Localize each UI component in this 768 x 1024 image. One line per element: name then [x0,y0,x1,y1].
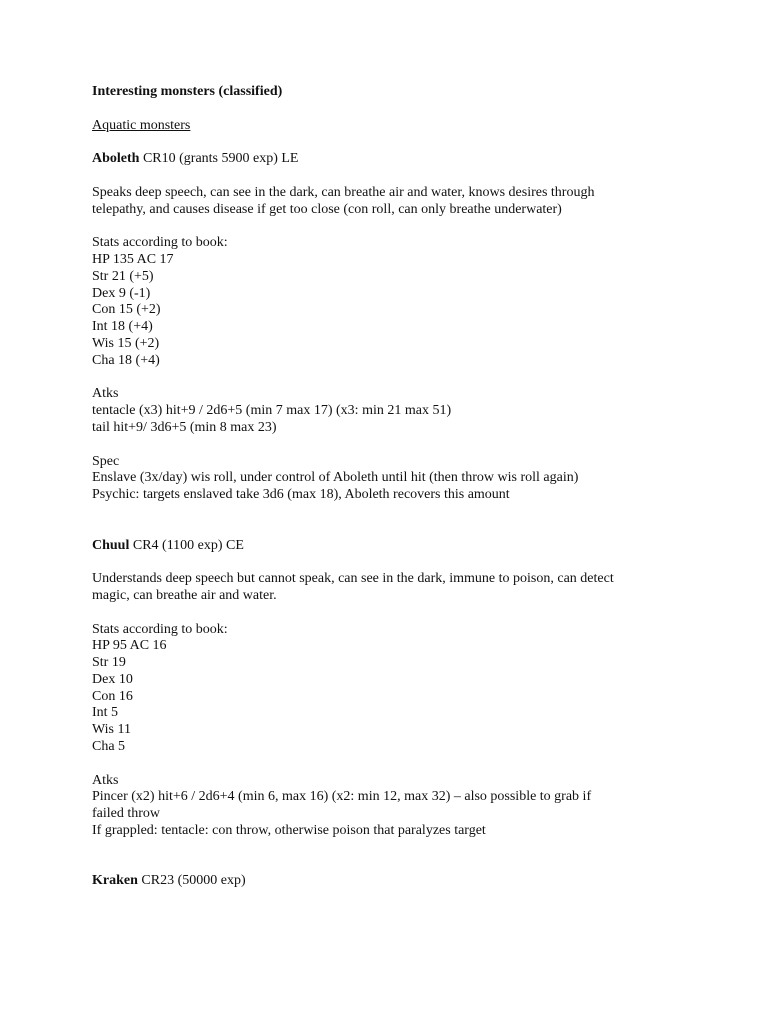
stat-line: Int 5 [92,705,119,721]
stat-line: HP 95 AC 16 [92,638,167,654]
document-title: Interesting monsters (classified) [92,84,283,99]
attack-line: tail hit+9/ 3d6+5 (min 8 max 23) [92,419,277,435]
description-line: Speaks deep speech, can see in the dark, can breathe air and water, knows desires through [92,184,595,200]
monster-header [92,873,692,890]
monster-chuul [92,538,692,840]
monster-cr: CR10 (grants 5900 exp) LE [139,151,299,167]
spec-line: Psychic: targets enslaved take 3d6 (max 18), Aboleth recovers this amount [92,487,510,503]
stat-line: HP 135 AC 17 [92,251,174,267]
monster-header [92,538,692,555]
stat-line: Wis 11 [92,722,131,738]
stat-line: Cha 5 [92,739,126,755]
section-heading: Aquatic monsters [92,117,191,133]
stat-line: Con 15 (+2) [92,302,161,318]
monster-name: Kraken [92,873,138,889]
stat-line: Dex 9 (-1) [92,285,151,301]
stat-line: Con 16 [92,688,133,704]
stat-line: Str 19 [92,655,126,671]
monster-name: Chuul [92,537,130,553]
stat-line: Str 21 (+5) [92,268,154,284]
monster-header [92,151,692,168]
stat-line: Dex 10 [92,671,133,687]
document-page [92,84,692,890]
monster-cr: CR4 (1100 exp) CE [129,537,244,553]
stats-heading: Stats according to book: [92,621,228,637]
attack-line: failed throw [92,806,161,822]
stat-line: Wis 15 (+2) [92,335,160,351]
spec-line: Enslave (3x/day) wis roll, under control of Aboleth until hit (then throw wis roll again) [92,470,579,486]
description-line: Understands deep speech but cannot speak, can see in the dark, immune to poison, can detect [92,571,614,587]
spec-heading: Spec [92,453,120,469]
description-line: magic, can breathe air and water. [92,587,277,603]
stat-line: Cha 18 (+4) [92,352,160,368]
monster-name: Aboleth [92,151,140,167]
attack-line: tentacle (x3) hit+9 / 2d6+5 (min 7 max 17) (x3: min 21 max 51) [92,403,452,419]
monster-kraken [92,873,692,890]
stat-line: Int 18 (+4) [92,319,153,335]
atks-heading: Atks [92,386,119,402]
monster-aboleth [92,151,692,504]
stats-heading: Stats according to book: [92,235,228,251]
description-line: telepathy, and causes disease if get too close (con roll, can only breathe underwater) [92,201,562,217]
attack-line: Pincer (x2) hit+6 / 2d6+4 (min 6, max 16) (x2: min 12, max 32) – also possible to grab if [92,789,592,805]
atks-heading: Atks [92,772,119,788]
attack-line: If grappled: tentacle: con throw, otherwise poison that paralyzes target [92,823,486,839]
monster-cr: CR23 (50000 exp) [137,873,246,889]
